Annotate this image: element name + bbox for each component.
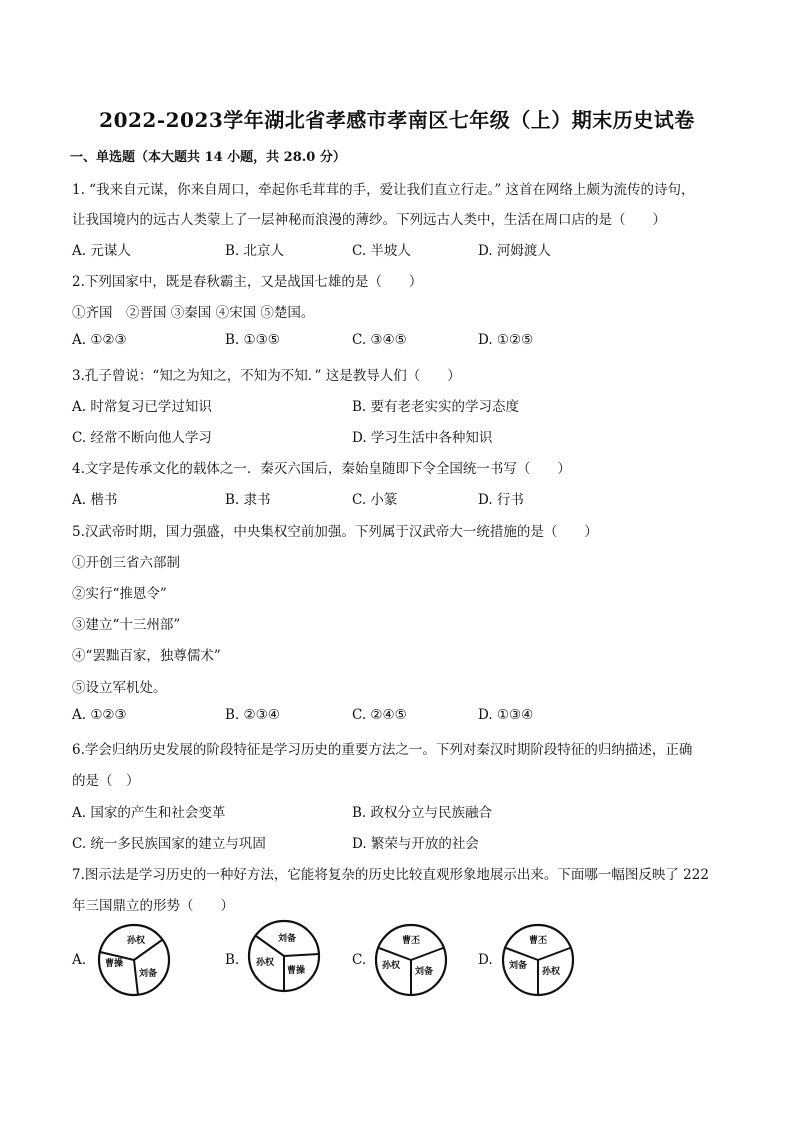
- q3-option-a[interactable]: A. 时常复习已学过知识: [72, 399, 212, 415]
- question-1-stem-cont: 让我国境内的远古人类蒙上了一层神秘而浪漫的薄纱。下列远古人类中，生活在周口店的是（ ）: [72, 212, 666, 228]
- q3-option-b[interactable]: B. 要有老老实实的学习态度: [352, 399, 520, 415]
- q2-option-c[interactable]: C. ③④⑤: [352, 332, 407, 348]
- q6-option-a[interactable]: A. 国家的产生和社会变革: [72, 805, 226, 821]
- q1-option-b[interactable]: B. 北京人: [225, 243, 285, 259]
- q7-a-name-3: 刘备: [139, 969, 158, 979]
- q7-b-name-2: 孙权: [256, 958, 275, 968]
- q5-item-2: ②实行“推恩令”: [72, 586, 167, 602]
- q6-option-b[interactable]: B. 政权分立与民族融合: [352, 805, 493, 821]
- q7-c-name-2: 孙权: [382, 961, 401, 971]
- question-1-stem: 1. “我来自元谋，你来自周口，牵起你毛茸茸的手，爱让我们直立行走。” 这首在网络上颇为流传的诗句，: [72, 182, 695, 198]
- question-7-stem-cont: 年三国鼎立的形势（ ）: [72, 898, 234, 914]
- q7-b-name-1: 刘备: [278, 934, 297, 944]
- q7-b-name-3: 曹操: [287, 966, 306, 976]
- q5-item-4: ④“罢黜百家，独尊儒术”: [72, 648, 221, 664]
- page-title: 2022-2023学年湖北省孝感市孝南区七年级（上）期末历史试卷: [99, 108, 695, 132]
- q5-option-d[interactable]: D. ①③④: [478, 707, 534, 723]
- q4-option-c[interactable]: C. 小篆: [352, 492, 398, 508]
- q5-item-3: ③建立“十三州部”: [72, 617, 181, 633]
- q7-c-name-1: 曹丕: [402, 936, 421, 946]
- q1-option-c[interactable]: C. 半坡人: [352, 243, 411, 259]
- q7-option-b-label: B.: [225, 952, 240, 968]
- question-5-stem: 5.汉武帝时期，国力强盛，中央集权空前加强。下列属于汉武帝大一统措施的是（ ）: [72, 524, 598, 540]
- q3-option-c[interactable]: C. 经常不断向他人学习: [72, 430, 212, 446]
- q5-item-1: ①开创三省六部制: [72, 555, 180, 571]
- q7-option-a-label: A.: [72, 952, 87, 968]
- question-7-stem: 7.图示法是学习历史的一种好方法，它能将复杂的历史比较直观形象地展示出来。下面哪一幅图反映了 222: [72, 867, 709, 883]
- q7-d-name-2: 刘备: [509, 961, 528, 971]
- q2-option-a[interactable]: A. ①②③: [72, 332, 127, 348]
- q4-option-b[interactable]: B. 隶书: [225, 492, 271, 508]
- q7-option-a-diagram: [96, 922, 172, 998]
- question-4-stem: 4.文字是传承文化的载体之一．秦灭六国后，秦始皇随即下令全国统一书写（ ）: [72, 461, 571, 477]
- q7-d-name-1: 曹丕: [529, 936, 548, 946]
- q2-option-b[interactable]: B. ①③⑤: [225, 332, 280, 348]
- q7-a-name-1: 孙权: [127, 936, 146, 946]
- q7-option-d-diagram: [500, 922, 576, 998]
- question-6-stem-cont: 的是（ ）: [72, 773, 140, 789]
- q1-option-d[interactable]: D. 河姆渡人: [478, 243, 551, 259]
- q5-option-b[interactable]: B. ②③④: [225, 707, 280, 723]
- q4-option-a[interactable]: A. 楷书: [72, 492, 118, 508]
- q7-d-name-3: 孙权: [542, 967, 561, 977]
- q6-option-d[interactable]: D. 繁荣与开放的社会: [352, 836, 479, 852]
- q6-option-c[interactable]: C. 统一多民族国家的建立与巩固: [72, 836, 266, 852]
- q3-option-d[interactable]: D. 学习生活中各种知识: [352, 430, 493, 446]
- question-3-stem: 3.孔子曾说：“知之为知之，不知为不知．” 这是教导人们（ ）: [72, 368, 461, 384]
- question-2-stem: 2.下列国家中，既是春秋霸主，又是战国七雄的是（ ）: [72, 274, 423, 290]
- q7-c-name-3: 刘备: [415, 967, 434, 977]
- section-heading: 一、单选题（本大题共 14 小题，共 28.0 分）: [70, 150, 346, 165]
- q7-a-name-2: 曹操: [105, 959, 124, 969]
- q4-option-d[interactable]: D. 行书: [478, 492, 524, 508]
- q5-option-c[interactable]: C. ②④⑤: [352, 707, 407, 723]
- q2-option-d[interactable]: D. ①②⑤: [478, 332, 534, 348]
- q7-option-b-diagram: [246, 918, 322, 994]
- q5-item-5: ⑤设立军机处。: [72, 680, 167, 696]
- q1-option-a[interactable]: A. 元谋人: [72, 243, 131, 259]
- question-2-choices: ①齐国 ②晋国 ③秦国 ④宋国 ⑤楚国。: [72, 305, 315, 321]
- q5-option-a[interactable]: A. ①②③: [72, 707, 127, 723]
- q7-option-c-diagram: [373, 922, 449, 998]
- q7-option-d-label: D.: [478, 952, 493, 968]
- question-6-stem: 6.学会归纳历史发展的阶段特征是学习历史的重要方法之一。下列对秦汉时期阶段特征的归纳描述，正确: [72, 742, 693, 758]
- q7-option-c-label: C.: [352, 952, 367, 968]
